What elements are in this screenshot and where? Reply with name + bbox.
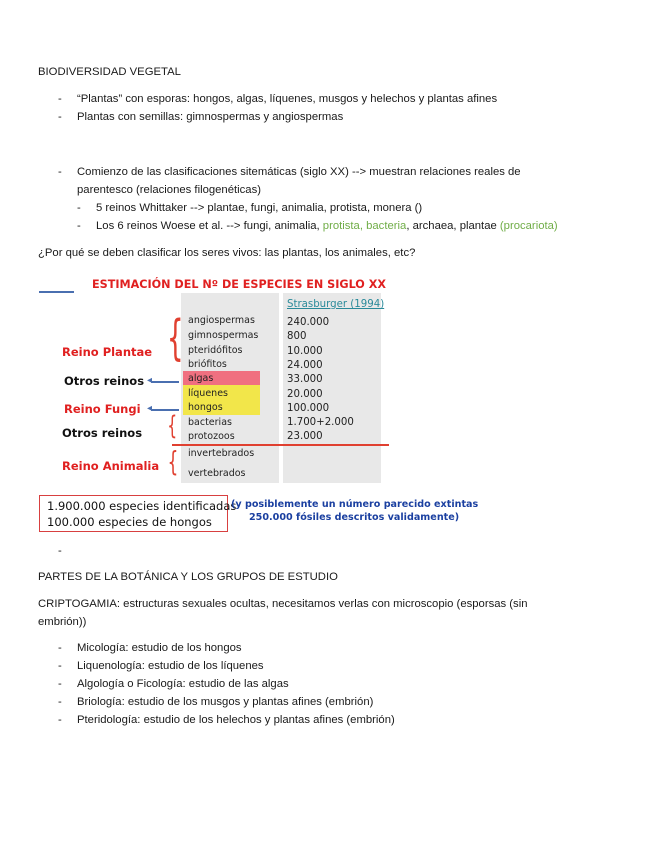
taxon-label: angiospermas: [188, 315, 255, 326]
arrow-line: [151, 409, 179, 411]
species-count: 20.000: [287, 389, 323, 400]
species-count: 100.000: [287, 403, 330, 414]
species-count: 800: [287, 331, 307, 342]
taxon-label: invertebrados: [188, 448, 255, 459]
otros-reinos-label: Otros reinos: [62, 426, 143, 440]
reino-fungi-label: Reino Fungi: [64, 402, 141, 416]
bullet-dash: -: [58, 678, 62, 690]
taxon-label: bacterias: [188, 417, 232, 428]
note-fossils: 250.000 fósiles descritos validamente): [249, 512, 460, 523]
brace-plantae: {: [166, 310, 184, 366]
species-count: 240.000: [287, 317, 330, 328]
species-count: 33.000: [287, 374, 323, 385]
brace-animalia: {: [167, 445, 179, 478]
list-item: Micología: estudio de los hongos: [77, 642, 242, 654]
note-extinct: (y posiblemente un número parecido extintas: [231, 499, 479, 510]
source-label: Strasburger (1994): [287, 299, 385, 310]
list-item: Plantas con semillas: gimnospermas y angiospermas: [77, 111, 344, 123]
taxon-label: gimnospermas: [188, 330, 259, 341]
taxon-label: vertebrados: [188, 468, 246, 479]
taxon-label: briófitos: [188, 359, 227, 370]
arrow-left-icon: ◂: [147, 403, 153, 414]
section-title-partes: PARTES DE LA BOTÁNICA Y LOS GRUPOS DE ESTUDIO: [38, 571, 338, 583]
question-text: ¿Por qué se deben clasificar los seres vivos: las plantas, los animales, etc?: [38, 247, 416, 259]
sub-list-item-whittaker: 5 reinos Whittaker --> plantae, fungi, animalia, protista, monera (): [96, 202, 423, 214]
sub-bullet-dash: -: [77, 220, 81, 232]
arrow-line: [151, 381, 179, 383]
list-item-clasificaciones-cont: parentesco (relaciones filogenéticas): [77, 184, 261, 196]
bullet-dash: -: [58, 642, 62, 654]
list-item: Pteridología: estudio de los helechos y plantas afines (embrión): [77, 714, 395, 726]
taxon-label: hongos: [188, 402, 223, 413]
reino-plantae-label: Reino Plantae: [62, 345, 153, 359]
bullet-dash-empty: -: [58, 545, 62, 557]
sub-list-item-woese: [96, 220, 558, 232]
divider-line: [172, 444, 389, 446]
taxon-label: líquenes: [188, 388, 228, 399]
arrow-line: [39, 291, 74, 293]
species-count: 10.000: [287, 346, 323, 357]
list-item: Algología o Ficología: estudio de las algas: [77, 678, 289, 690]
section-title-biodiversidad: BIODIVERSIDAD VEGETAL: [38, 66, 181, 78]
brace-otros: {: [167, 411, 178, 441]
woese-text: , archaea, plantae: [406, 220, 500, 232]
criptogamia-text: CRIPTOGAMIA: estructuras sexuales ocultas, necesitamos verlas con microscopio (esporsas (sin: [38, 598, 528, 610]
reino-animalia-label: Reino Animalia: [62, 459, 160, 473]
otros-reinos-label: Otros reinos: [64, 374, 145, 388]
arrow-left-icon: ◂: [147, 375, 153, 386]
species-count: 23.000: [287, 431, 323, 442]
woese-text: Los 6 reinos Woese et al. --> fungi, animalia,: [96, 220, 323, 232]
summary-fungi: 100.000 especies de hongos: [47, 515, 212, 529]
summary-identified: 1.900.000 especies identificadas: [47, 499, 237, 513]
bullet-dash: -: [58, 111, 62, 123]
woese-green-text: (procariota): [499, 220, 558, 232]
species-count: 1.700+2.000: [287, 417, 354, 428]
woese-green-text: protista, bacteria: [322, 220, 407, 232]
list-item-clasificaciones: Comienzo de las clasificaciones sitemáticas (siglo XX) --> muestran relaciones reales de: [77, 166, 521, 178]
sub-bullet-dash: -: [77, 202, 81, 214]
criptogamia-text-cont: embrión)): [38, 616, 87, 628]
taxon-label: algas: [188, 373, 214, 384]
species-estimate-figure: [37, 268, 479, 533]
bullet-dash: -: [58, 166, 62, 178]
species-count: 24.000: [287, 360, 323, 371]
bullet-dash: -: [58, 714, 62, 726]
figure-title: ESTIMACIÓN DEL Nº DE ESPECIES EN SIGLO XX: [92, 278, 386, 291]
bullet-dash: -: [58, 93, 62, 105]
bullet-dash: -: [58, 660, 62, 672]
taxon-label: protozoos: [188, 431, 235, 442]
list-item: Briología: estudio de los musgos y plantas afines (embrión): [77, 696, 374, 708]
list-item: Liquenología: estudio de los líquenes: [77, 660, 264, 672]
taxon-label: pteridófitos: [188, 345, 243, 356]
list-item: “Plantas” con esporas: hongos, algas, líquenes, musgos y helechos y plantas afines: [77, 93, 498, 105]
bullet-dash: -: [58, 696, 62, 708]
